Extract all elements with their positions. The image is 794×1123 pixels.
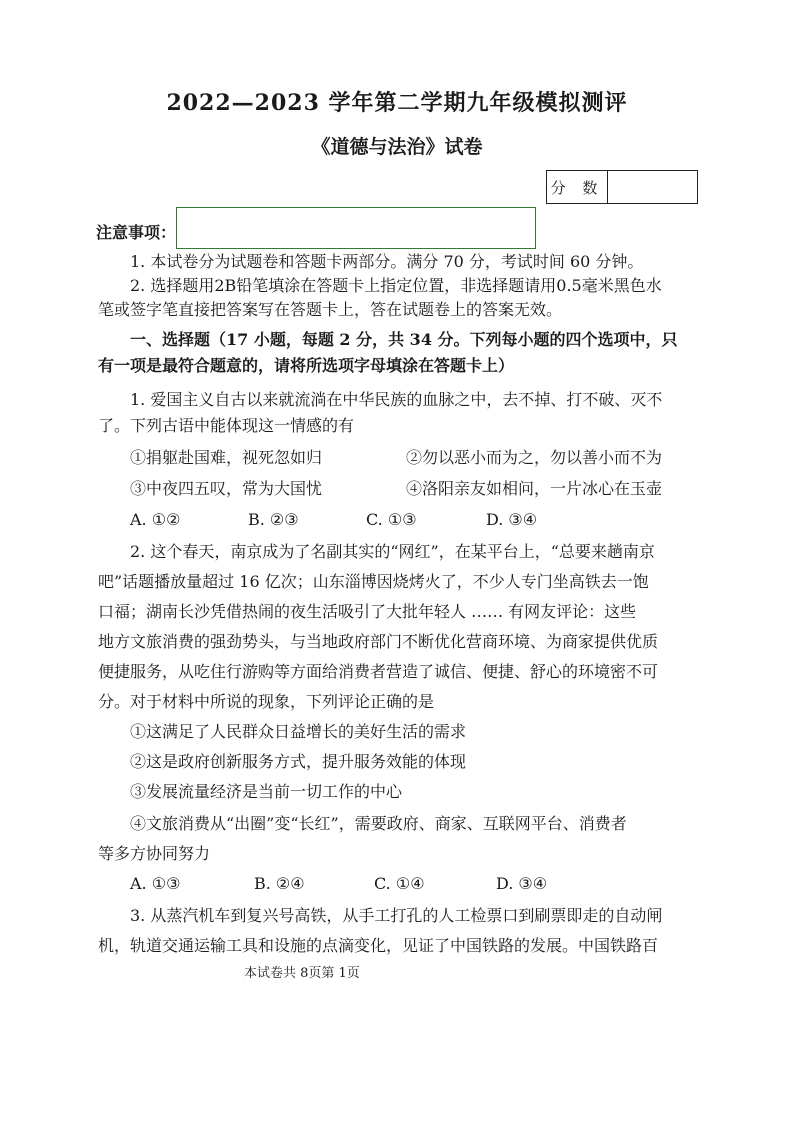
notice-item-1: 1. 本试卷分为试题卷和答题卡两部分。满分 70 分，考试时间 60 分钟。 [130, 252, 644, 271]
q3-stem-line1: 3. 从蒸汽机车到复兴号高铁，从手工打孔的人工检票口到刷票即走的自动闸 [130, 906, 663, 925]
q1-statement-1: ①捐躯赴国难，视死忽如归 [130, 448, 323, 467]
section1-heading-line2: 有一项是最符合题意的，请将所选项字母填涂在答题卡上） [98, 356, 515, 375]
score-box [546, 170, 698, 204]
score-label: 分 数 [547, 171, 608, 203]
q2-statement-2: ②这是政府创新服务方式，提升服务效能的体现 [130, 752, 467, 771]
q2-stem-line1: 2. 这个春天，南京成为了名副其实的“网红”，在某平台上，“总要来趟南京 [130, 542, 655, 561]
q2-statement-3: ③发展流量经济是当前一切工作的中心 [130, 782, 403, 801]
exam-title: 2022—2023 学年第二学期九年级模拟测评 [166, 90, 628, 116]
notice-label: 注意事项： [96, 223, 177, 242]
q1-option-c: C. ①③ [366, 510, 417, 529]
q2-option-a: A. ①③ [130, 874, 181, 893]
q2-option-d: D. ③④ [496, 874, 548, 893]
q1-statement-4: ④洛阳亲友如相问，一片冰心在玉壶 [406, 479, 663, 498]
notice-item-2-line1: 2. 选择题用2B铅笔填涂在答题卡上指定位置，非选择题请用0.5毫米黑色水 [130, 276, 662, 295]
q3-stem-line2: 机，轨道交通运输工具和设施的点滴变化，见证了中国铁路的发展。中国铁路百 [98, 936, 659, 955]
page-footer: 本试卷共 8页第 1页 [244, 966, 360, 981]
q2-stem-line2: 吧”话题播放量超过 16 亿次；山东淄博因烧烤火了，不少人专门坐高铁去一饱 [98, 572, 649, 591]
section1-heading-line1: 一、选择题（17 小题，每题 2 分，共 34 分。下列每小题的四个选项中，只 [130, 330, 678, 349]
score-value-cell [608, 171, 697, 203]
q2-statement-1: ①这满足了人民群众日益增长的美好生活的需求 [130, 722, 467, 741]
q1-stem-line1: 1. 爱国主义自古以来就流淌在中华民族的血脉之中，去不掉、打不破、灭不 [130, 390, 663, 409]
q1-stem-line2: 了。下列古语中能体现这一情感的有 [98, 416, 355, 435]
q1-option-b: B. ②③ [248, 510, 299, 529]
q2-stem-line5: 便捷服务，从吃住行游购等方面给消费者营造了诚信、便捷、舒心的环境密不可 [98, 662, 659, 681]
q2-stem-line3: 口福；湖南长沙凭借热闹的夜生活吸引了大批年轻人 …… 有网友评论：这些 [98, 602, 637, 621]
q1-statement-3: ③中夜四五叹，常为大国忧 [130, 479, 323, 498]
q2-statement-4-line1: ④文旅消费从“出圈”变“长红”，需要政府、商家、互联网平台、消费者 [130, 814, 627, 833]
q2-stem-line6: 分。对于材料中所说的现象，下列评论正确的是 [98, 692, 435, 711]
q2-option-b: B. ②④ [254, 874, 305, 893]
q2-statement-4-line2: 等多方协同努力 [98, 844, 211, 863]
q2-option-c: C. ①④ [374, 874, 425, 893]
q1-option-d: D. ③④ [486, 510, 538, 529]
exam-subtitle: 《道德与法治》试卷 [311, 136, 483, 158]
q1-option-a: A. ①② [130, 510, 181, 529]
q1-statement-2: ②勿以恶小而为之，勿以善小而不为 [406, 448, 663, 467]
notice-item-2-line2: 笔或签字笔直接把答案写在答题卡上，答在试题卷上的答案无效。 [98, 300, 563, 319]
notice-box [176, 207, 536, 249]
q2-stem-line4: 地方文旅消费的强劲势头，与当地政府部门不断优化营商环境、为商家提供优质 [98, 632, 659, 651]
